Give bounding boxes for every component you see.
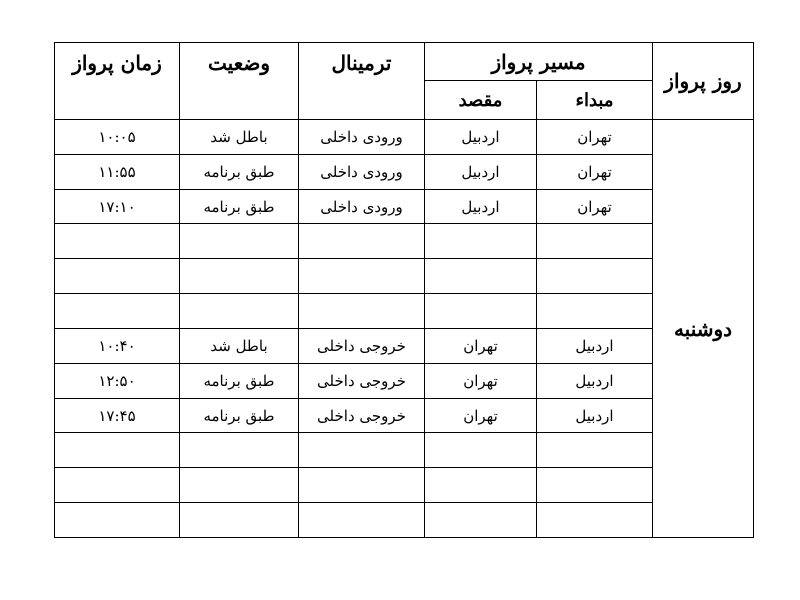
table-row — [55, 468, 754, 503]
table-row — [55, 294, 754, 329]
time-cell: ۱۱:۵۵ — [55, 154, 180, 189]
header-status: وضعیت — [180, 43, 299, 120]
status-cell: باطل شد — [180, 120, 299, 155]
terminal-cell: ورودی داخلی — [299, 120, 425, 155]
status-cell — [180, 433, 299, 468]
header-terminal: ترمینال — [299, 43, 425, 120]
terminal-cell — [299, 259, 425, 294]
destination-cell — [425, 468, 537, 503]
origin-cell — [537, 224, 653, 259]
table-row — [55, 259, 754, 294]
destination-cell — [425, 503, 537, 538]
table-row — [55, 224, 754, 259]
time-cell — [55, 224, 180, 259]
terminal-cell — [299, 503, 425, 538]
terminal-cell — [299, 468, 425, 503]
terminal-cell: خروجی داخلی — [299, 398, 425, 433]
destination-cell: تهران — [425, 328, 537, 363]
origin-cell — [537, 433, 653, 468]
origin-cell: اردبیل — [537, 398, 653, 433]
origin-cell — [537, 503, 653, 538]
header-origin: مبداء — [537, 81, 653, 120]
origin-cell: اردبیل — [537, 328, 653, 363]
time-cell — [55, 294, 180, 329]
origin-cell — [537, 294, 653, 329]
table-row — [55, 120, 754, 155]
terminal-cell: ورودی داخلی — [299, 154, 425, 189]
header-time: زمان پرواز — [55, 43, 180, 120]
destination-cell — [425, 294, 537, 329]
time-cell: ۱۷:۱۰ — [55, 189, 180, 224]
terminal-cell: خروجی داخلی — [299, 328, 425, 363]
status-cell: طبق برنامه — [180, 363, 299, 398]
time-cell: ۱۲:۵۰ — [55, 363, 180, 398]
table-row — [55, 503, 754, 538]
status-cell: طبق برنامه — [180, 189, 299, 224]
header-destination: مقصد — [425, 81, 537, 120]
status-cell: باطل شد — [180, 328, 299, 363]
destination-cell: تهران — [425, 398, 537, 433]
table-row — [55, 189, 754, 224]
status-cell: طبق برنامه — [180, 398, 299, 433]
terminal-cell: خروجی داخلی — [299, 363, 425, 398]
status-cell — [180, 294, 299, 329]
flight-schedule-table — [54, 42, 754, 538]
time-cell — [55, 468, 180, 503]
time-cell: ۱۷:۴۵ — [55, 398, 180, 433]
status-cell — [180, 224, 299, 259]
status-cell — [180, 503, 299, 538]
time-cell — [55, 503, 180, 538]
origin-cell — [537, 259, 653, 294]
table-row — [55, 398, 754, 433]
destination-cell — [425, 433, 537, 468]
origin-cell: تهران — [537, 154, 653, 189]
terminal-cell: ورودی داخلی — [299, 189, 425, 224]
table-row — [55, 328, 754, 363]
destination-cell: اردبیل — [425, 120, 537, 155]
header-row — [55, 43, 754, 81]
time-cell: ۱۰:۴۰ — [55, 328, 180, 363]
day-cell: دوشنبه — [653, 120, 754, 538]
header-day: روز پرواز — [653, 43, 754, 120]
origin-cell: تهران — [537, 189, 653, 224]
header-route: مسیر پرواز — [425, 43, 653, 81]
status-cell — [180, 468, 299, 503]
terminal-cell — [299, 224, 425, 259]
destination-cell — [425, 259, 537, 294]
origin-cell: اردبیل — [537, 363, 653, 398]
table-row — [55, 433, 754, 468]
table-row — [55, 363, 754, 398]
terminal-cell — [299, 433, 425, 468]
table-body — [55, 120, 754, 538]
terminal-cell — [299, 294, 425, 329]
time-cell: ۱۰:۰۵ — [55, 120, 180, 155]
origin-cell — [537, 468, 653, 503]
table-row — [55, 154, 754, 189]
destination-cell: تهران — [425, 363, 537, 398]
destination-cell — [425, 224, 537, 259]
destination-cell: اردبیل — [425, 189, 537, 224]
time-cell — [55, 259, 180, 294]
time-cell — [55, 433, 180, 468]
origin-cell: تهران — [537, 120, 653, 155]
status-cell — [180, 259, 299, 294]
status-cell: طبق برنامه — [180, 154, 299, 189]
destination-cell: اردبیل — [425, 154, 537, 189]
